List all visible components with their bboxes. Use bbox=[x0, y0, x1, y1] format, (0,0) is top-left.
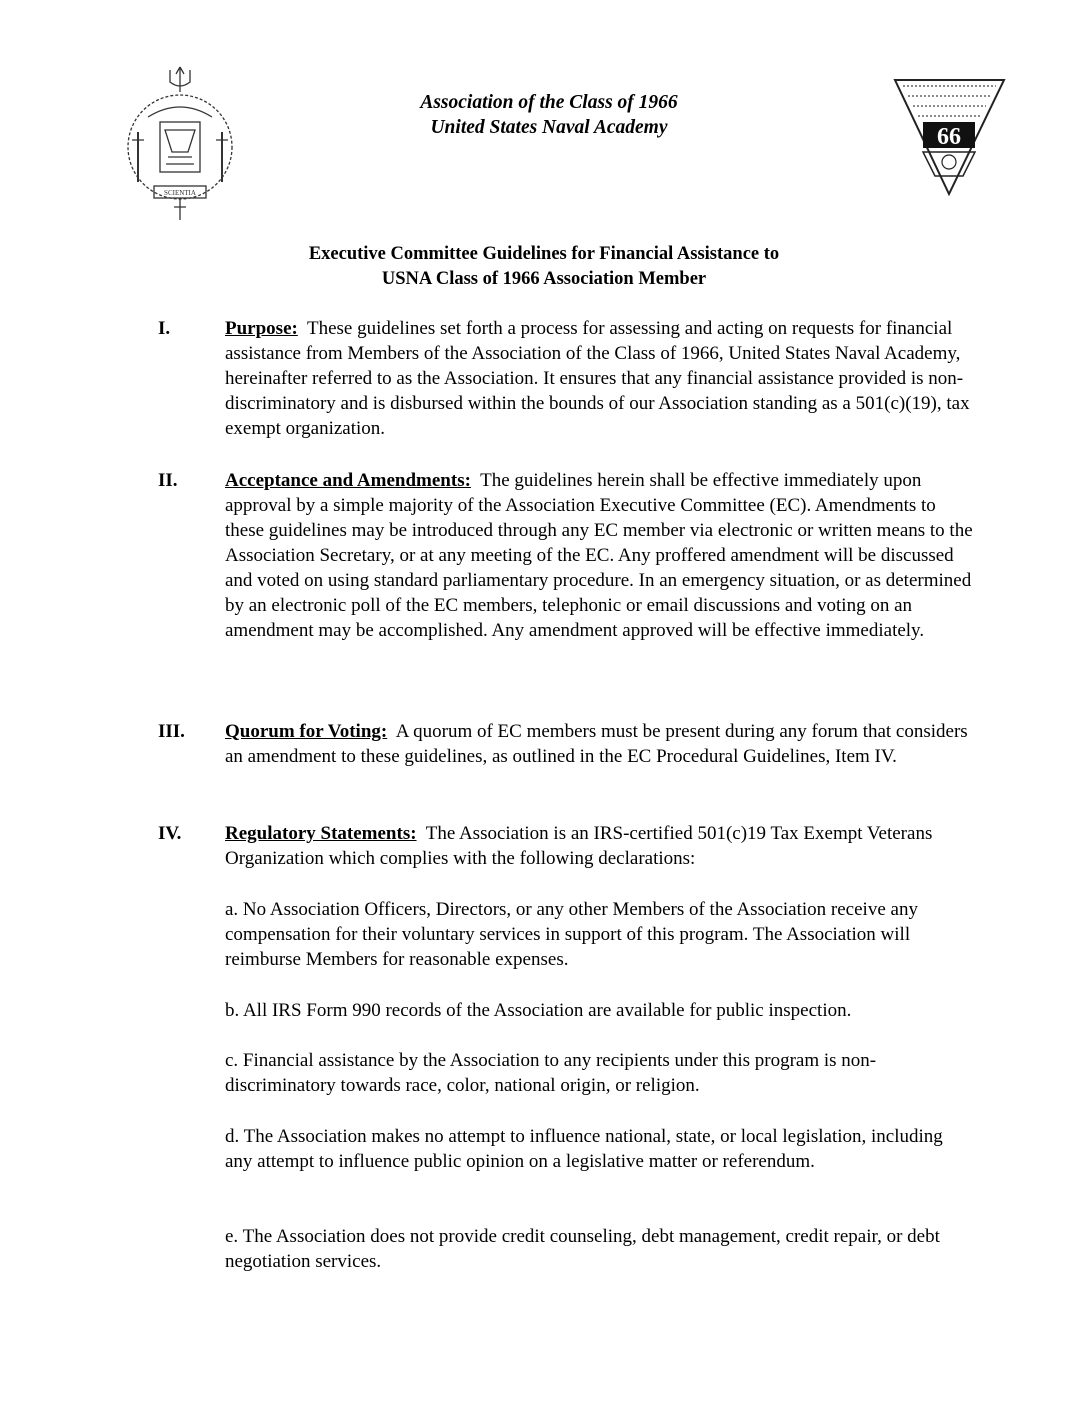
section-quorum bbox=[158, 719, 978, 769]
document-title-line2: USNA Class of 1966 Association Member bbox=[381, 269, 707, 289]
letterhead-org-name: Association of the Class of 1966 bbox=[420, 92, 678, 113]
right-crest-text: 66 bbox=[937, 124, 961, 150]
section-acceptance-amendments bbox=[158, 468, 978, 643]
section-heading: Quorum for Voting: bbox=[225, 721, 388, 742]
section-text: These guidelines set forth a process for assessing and acting on requests for financial assistance from Members of the Association of the Class of 1966, United States Naval Academy, hereinafter referred to as the Association. It ensures that any financial assistance provided is non-discriminatory and is disbursed within the bounds of our Association standing as a 501(c)(19), tax exempt organization. bbox=[225, 318, 970, 439]
left-crest-motto: SCIENTIA bbox=[164, 189, 196, 197]
document-title bbox=[0, 242, 1088, 292]
section-number: III. bbox=[158, 721, 185, 742]
declaration-d: d. The Association makes no attempt to influence national, state, or local legislation, including any attempt to influence public opinion on a legislative matter or referendum. bbox=[225, 1126, 943, 1172]
usna-crest-icon bbox=[118, 62, 243, 222]
declaration-c: c. Financial assistance by the Association to any recipients under this program is non-discriminatory towards race, color, national origin, or religion. bbox=[225, 1050, 877, 1096]
declaration-a: a. No Association Officers, Directors, or any other Members of the Association receive any compensation for their voluntary services in support of this program. The Association will reimburse Members for reasonable expenses. bbox=[225, 899, 918, 970]
section-heading: Purpose: bbox=[225, 318, 298, 339]
section-text: The guidelines herein shall be effective immediately upon approval by a simple majority of the Association Executive Committee (EC). Amendments to these guidelines may be introduced through any EC member via electronic or written means to the Association Secretary, or at any meeting of the EC. Any proffered amendment will be discussed and voted on using standard parliamentary procedure. In an emergency situation, or as determined by an electronic poll of the EC members, telephonic or email discussions and voting on an amendment may be accomplished. Any amendment approved will be effective immediately. bbox=[225, 470, 973, 641]
section-purpose bbox=[158, 316, 978, 441]
document-title-line1: Executive Committee Guidelines for Financial Assistance to bbox=[308, 244, 780, 264]
section-number: IV. bbox=[158, 823, 182, 844]
letterhead-institution: United States Naval Academy bbox=[430, 117, 668, 138]
letterhead bbox=[0, 90, 1088, 140]
section-regulatory-statements bbox=[158, 821, 978, 871]
declaration-b: b. All IRS Form 990 records of the Association are available for public inspection. bbox=[225, 1000, 852, 1021]
section-number: II. bbox=[158, 470, 178, 491]
section-number: I. bbox=[158, 318, 171, 339]
section-text: A quorum of EC members must be present during any forum that considers an amendment to these guidelines, as outlined in the EC Procedural Guidelines, Item IV. bbox=[225, 721, 968, 767]
declaration-e: e. The Association does not provide credit counseling, debt management, credit repair, or debt negotiation services. bbox=[225, 1226, 940, 1272]
section-text: The Association is an IRS-certified 501(c)19 Tax Exempt Veterans Organization which complies with the following declarations: bbox=[225, 823, 933, 869]
section-heading: Regulatory Statements: bbox=[225, 823, 417, 844]
section-heading: Acceptance and Amendments: bbox=[225, 470, 471, 491]
